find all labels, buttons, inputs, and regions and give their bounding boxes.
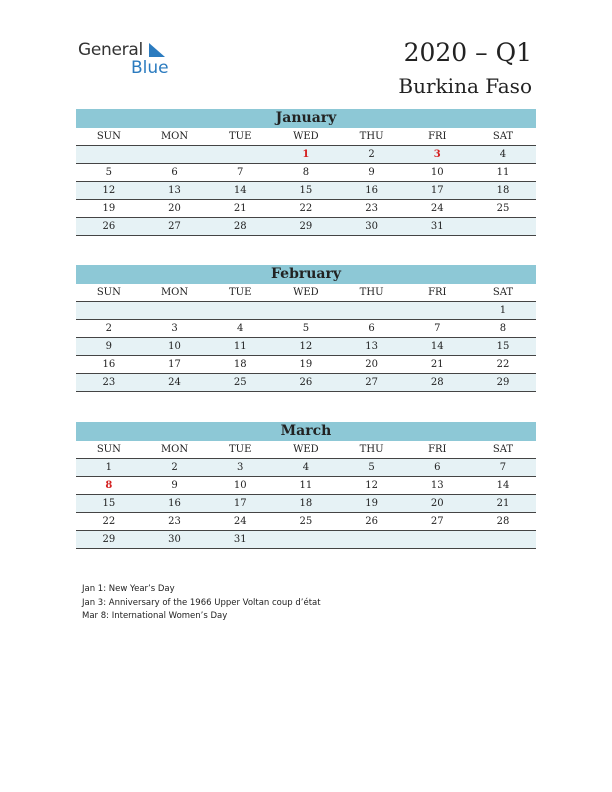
day-cell: 19 (365, 498, 378, 509)
day-cell: 19 (299, 359, 313, 370)
day-cell: 22 (299, 203, 313, 214)
day-cell: 12 (365, 480, 378, 491)
weekday-label: FRI (428, 131, 447, 142)
week-row (76, 513, 536, 531)
day-cell: 4 (499, 149, 507, 160)
day-cell: 25 (496, 203, 510, 214)
day-cell: 3 (237, 462, 244, 473)
day-cell (339, 302, 405, 319)
day-cell: 23 (102, 377, 116, 388)
day-cell: 24 (430, 203, 444, 214)
week-row (76, 495, 536, 513)
day-cell: 27 (365, 377, 378, 388)
day-cell: 30 (365, 221, 378, 232)
weekday-label: THU (359, 131, 384, 142)
day-cell: 15 (299, 185, 313, 196)
day-cell: 27 (430, 516, 444, 527)
weekday-label: THU (359, 287, 384, 298)
day-cell (470, 531, 536, 548)
week-row (76, 218, 536, 236)
day-cell: 7 (499, 462, 507, 473)
day-cell: 12 (299, 341, 313, 352)
day-cell: 5 (302, 323, 310, 334)
day-cell: 21 (496, 498, 510, 509)
day-cell: 17 (233, 498, 247, 509)
day-cell: 2 (105, 323, 113, 334)
day-cell (404, 531, 470, 548)
day-cell: 12 (102, 185, 116, 196)
weekday-label: WED (293, 287, 319, 298)
day-cell (142, 146, 208, 163)
holiday-day-cell: 1 (302, 149, 310, 160)
holiday-day-cell: 3 (433, 149, 441, 160)
month-march (76, 422, 536, 549)
holiday-day-cell: 8 (105, 480, 113, 491)
day-cell: 27 (168, 221, 181, 232)
logo-blue-text: Blue (131, 58, 169, 78)
weekday-label: TUE (229, 444, 252, 455)
week-row (76, 356, 536, 374)
month-january (76, 109, 536, 236)
weekday-label: WED (293, 444, 319, 455)
day-cell: 4 (302, 462, 310, 473)
day-cell: 13 (430, 480, 444, 491)
day-cell: 14 (430, 341, 444, 352)
day-cell: 31 (430, 221, 444, 232)
day-cell: 20 (430, 498, 444, 509)
page-title: 2020 – Q1 (403, 38, 532, 67)
logo-triangle-icon (149, 43, 165, 57)
holiday-note: Jan 1: New Year’s Day (82, 584, 175, 594)
day-cell: 28 (496, 516, 510, 527)
day-cell: 17 (430, 185, 444, 196)
holiday-note: Jan 3: Anniversary of the 1966 Upper Voltan coup d’état (82, 597, 321, 608)
day-cell: 6 (368, 323, 375, 334)
week-row (76, 146, 536, 164)
month-header: March (76, 422, 536, 441)
day-cell: 13 (365, 341, 378, 352)
day-cell: 16 (168, 498, 181, 509)
day-cell (273, 531, 339, 548)
day-cell: 19 (102, 203, 116, 214)
day-cell: 26 (102, 221, 116, 232)
day-cell: 30 (168, 534, 181, 545)
day-cell: 18 (496, 185, 510, 196)
day-cell: 1 (105, 462, 113, 473)
day-cell (339, 531, 405, 548)
weekday-label: SAT (492, 287, 514, 298)
day-cell: 14 (233, 185, 247, 196)
day-cell: 11 (496, 167, 510, 178)
day-cell: 29 (102, 534, 116, 545)
day-cell (207, 302, 273, 319)
weekday-label: MON (160, 287, 189, 298)
day-cell: 26 (365, 516, 378, 527)
page-subtitle: Burkina Faso (398, 74, 532, 98)
day-cell: 28 (233, 221, 247, 232)
week-row (76, 374, 536, 392)
weekday-label: SAT (492, 444, 514, 455)
weekday-label: THU (359, 444, 384, 455)
weekday-header-row (76, 441, 536, 459)
weekday-header-row (76, 128, 536, 146)
day-cell: 2 (368, 149, 375, 160)
day-cell: 13 (168, 185, 181, 196)
day-cell (142, 302, 208, 319)
day-cell: 5 (105, 167, 113, 178)
day-cell: 25 (233, 377, 247, 388)
day-cell: 8 (302, 167, 310, 178)
day-cell: 17 (168, 359, 181, 370)
month-february (76, 265, 536, 392)
day-cell: 28 (430, 377, 444, 388)
day-cell: 29 (299, 221, 313, 232)
logo-general-text: General (78, 40, 143, 60)
day-cell: 23 (365, 203, 378, 214)
day-cell (470, 218, 536, 235)
day-cell: 21 (233, 203, 247, 214)
day-cell: 9 (105, 341, 113, 352)
day-cell: 16 (102, 359, 116, 370)
day-cell: 2 (171, 462, 178, 473)
weekday-label: MON (160, 444, 189, 455)
day-cell: 25 (299, 516, 313, 527)
week-row (76, 200, 536, 218)
week-row (76, 164, 536, 182)
day-cell: 8 (499, 323, 507, 334)
day-cell: 16 (365, 185, 378, 196)
day-cell: 11 (299, 480, 313, 491)
day-cell: 5 (368, 462, 375, 473)
day-cell: 10 (233, 480, 247, 491)
day-cell: 23 (168, 516, 181, 527)
weekday-label: SAT (492, 131, 514, 142)
weekday-label: MON (160, 131, 189, 142)
day-cell: 3 (171, 323, 178, 334)
day-cell: 10 (430, 167, 444, 178)
day-cell: 24 (168, 377, 181, 388)
day-cell (76, 302, 142, 319)
weekday-label: WED (293, 131, 319, 142)
weekday-label: SUN (96, 444, 121, 455)
day-cell: 29 (496, 377, 510, 388)
day-cell: 18 (299, 498, 313, 509)
day-cell: 9 (368, 167, 375, 178)
weekday-label: FRI (428, 287, 447, 298)
day-cell (76, 146, 142, 163)
day-cell: 20 (365, 359, 378, 370)
day-cell: 7 (237, 167, 244, 178)
weekday-header-row (76, 284, 536, 302)
day-cell: 4 (237, 323, 244, 334)
day-cell: 18 (233, 359, 247, 370)
weekday-label: SUN (96, 287, 121, 298)
day-cell: 21 (430, 359, 444, 370)
weekday-label: TUE (229, 287, 252, 298)
day-cell: 6 (434, 462, 441, 473)
month-header: January (76, 109, 536, 128)
day-cell: 1 (499, 305, 507, 316)
holiday-notes (82, 583, 321, 624)
day-cell: 11 (233, 341, 247, 352)
weekday-label: TUE (229, 131, 252, 142)
day-cell: 22 (496, 359, 510, 370)
day-cell: 26 (299, 377, 313, 388)
week-row (76, 477, 536, 495)
day-cell: 9 (171, 480, 178, 491)
day-cell: 14 (496, 480, 510, 491)
day-cell: 15 (102, 498, 116, 509)
weekday-label: SUN (96, 131, 121, 142)
week-row (76, 338, 536, 356)
weekday-label: FRI (428, 444, 447, 455)
week-row (76, 320, 536, 338)
week-row (76, 531, 536, 549)
day-cell: 6 (171, 167, 178, 178)
day-cell: 31 (233, 534, 247, 545)
day-cell (207, 146, 273, 163)
day-cell: 15 (496, 341, 510, 352)
holiday-note: Mar 8: International Women’s Day (82, 611, 228, 621)
week-row (76, 459, 536, 477)
day-cell: 20 (168, 203, 181, 214)
day-cell: 22 (102, 516, 116, 527)
week-row (76, 182, 536, 200)
day-cell: 7 (434, 323, 441, 334)
month-header: February (76, 265, 536, 284)
week-row (76, 302, 536, 320)
day-cell: 10 (168, 341, 181, 352)
day-cell (404, 302, 470, 319)
day-cell: 24 (233, 516, 247, 527)
day-cell (273, 302, 339, 319)
